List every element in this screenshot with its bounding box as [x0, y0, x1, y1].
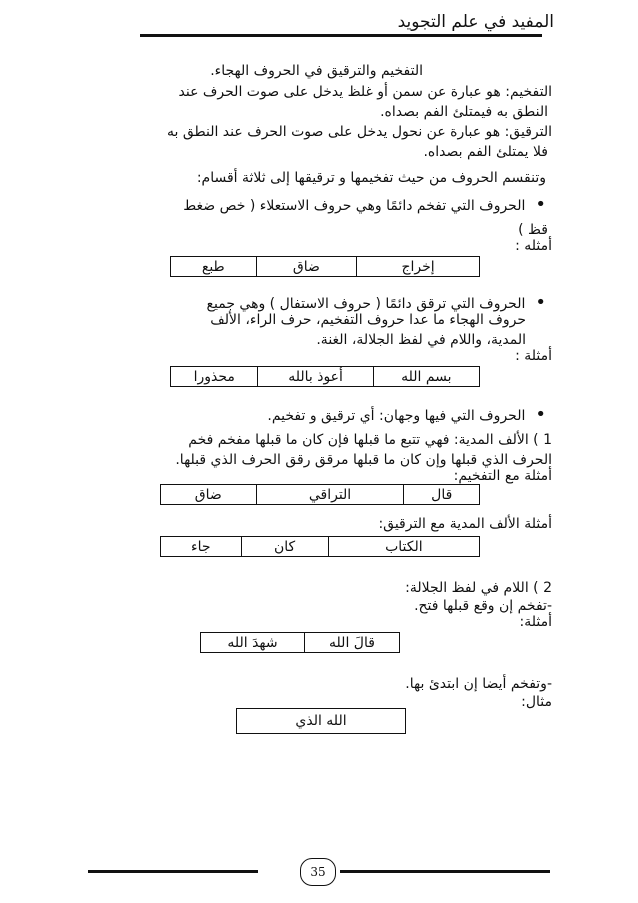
- tarqiq-examples-table: [160, 536, 480, 557]
- tafkhim-examples-label: أمثلة مع التفخيم:: [453, 468, 552, 484]
- part2-line2: حروف الهجاء ما عدا حروف التفخيم، حرف الراء، الألف: [210, 312, 526, 328]
- example-cell: شهدَ الله: [201, 633, 305, 653]
- example-cell: قالَ الله: [304, 633, 399, 653]
- lam-examples-table: [200, 632, 400, 653]
- lam-example-box: الله الذي: [236, 708, 406, 734]
- lam-examples-label: أمثلة:: [519, 614, 552, 630]
- alif-rule-line2: الحرف الذي قبلها وإن كان ما قبلها مرقق رقق الحرف الذي قبلها.: [175, 452, 552, 468]
- example-cell: ضاق: [161, 485, 257, 505]
- lam-example-label: مثال:: [521, 694, 552, 710]
- example-cell: التراقي: [256, 485, 404, 505]
- part1-line2: قظ ): [518, 222, 548, 238]
- lam-rule2: -وتفخم أيضا إن ابتدئ بها.: [405, 676, 552, 692]
- page-number: 35: [300, 858, 336, 886]
- example-cell: إخراج: [357, 257, 480, 277]
- header-rule: [140, 34, 542, 37]
- part2-examples-table: [170, 366, 480, 387]
- part2-line1: • الحروف التي ترقق دائمًا ( حروف الاستفال ) وهي جميع: [207, 292, 546, 313]
- tarqiq-examples-label: أمثلة الألف المدية مع الترقيق:: [378, 516, 552, 532]
- example-cell: ضاق: [256, 257, 357, 277]
- tafkhim-examples-table: [160, 484, 480, 505]
- part1-examples-label: أمثله :: [515, 238, 552, 254]
- part2-line3: المدية، واللام في لفظ الجلالة، الغنة.: [316, 332, 526, 348]
- example-cell: جاء: [161, 537, 242, 557]
- section-title: التفخيم والترقيق في الحروف الهجاء.: [210, 63, 423, 79]
- example-cell: أعوذ بالله: [258, 367, 373, 387]
- lam-rule1: -تفخم إن وقع قبلها فتح.: [414, 598, 552, 614]
- header-title: المفيد في علم التجويد: [397, 12, 554, 32]
- tafkhim-definition-line2: النطق به فيمتلئ الفم بصداه.: [380, 104, 548, 120]
- example-cell: محذورا: [171, 367, 258, 387]
- tarqiq-definition-line1: الترقيق: هو عبارة عن نحول يدخل على صوت الحرف عند النطق به: [166, 124, 552, 140]
- part2-examples-label: أمثلة :: [515, 348, 552, 364]
- example-cell: الكتاب: [328, 537, 479, 557]
- part3-line1: • الحروف التي فيها وجهان: أي ترقيق و تفخيم.: [267, 404, 546, 425]
- part1-line1: • الحروف التي تفخم دائمًا وهي حروف الاستعلاء ( خص ضغط: [183, 194, 546, 215]
- part1-examples-table: [170, 256, 480, 277]
- footer-rule-right: [340, 870, 550, 873]
- footer-rule-left: [88, 870, 258, 873]
- example-cell: بسم الله: [373, 367, 479, 387]
- division-statement: وتنقسم الحروف من حيث تفخيمها و ترقيقها إلى ثلاثة أقسام:: [196, 170, 546, 186]
- tarqiq-definition-line2: فلا يمتلئ الفم بصداه.: [423, 144, 548, 160]
- example-cell: طبع: [171, 257, 257, 277]
- example-cell: قال: [404, 485, 480, 505]
- alif-rule-line1: 1 ) الألف المدية: فهي تتبع ما قبلها فإن كان ما قبلها مفخم فخم: [188, 432, 552, 448]
- example-cell: كان: [241, 537, 328, 557]
- lam-title: 2 ) اللام في لفظ الجلالة:: [405, 580, 552, 596]
- tafkhim-definition-line1: التفخيم: هو عبارة عن سمن أو غلظ يدخل على صوت الحرف عند: [178, 84, 552, 100]
